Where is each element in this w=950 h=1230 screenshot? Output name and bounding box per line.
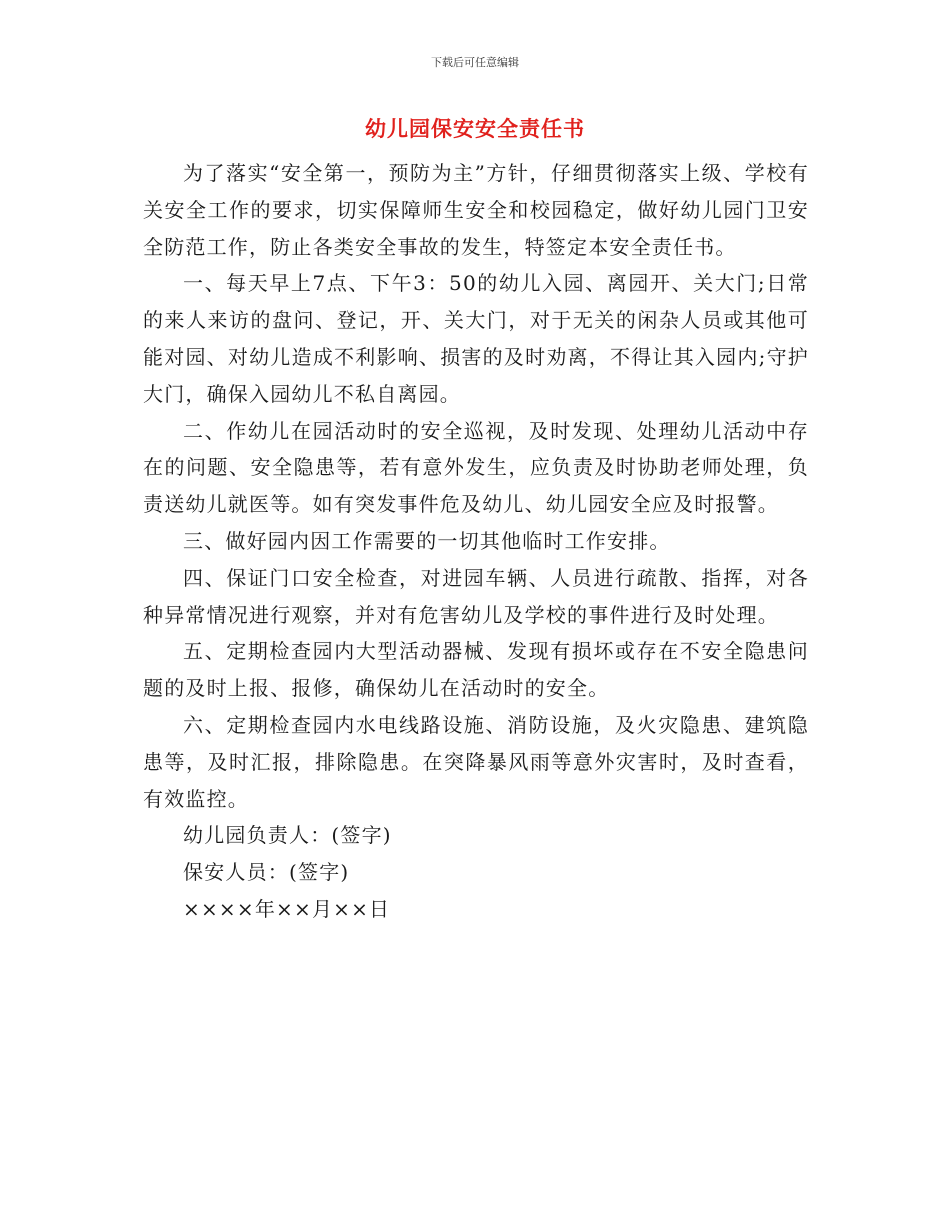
clause-3-paragraph: 三、做好园内因工作需要的一切其他临时工作安排。 xyxy=(183,528,671,553)
document-title: 幼儿园保安安全责任书 xyxy=(365,117,585,141)
signature-date: ××××年××月××日 xyxy=(183,896,391,921)
kindergarten-head-signature: 幼儿园负责人：(签字) xyxy=(183,823,392,848)
header-note: 下载后可任意编辑 xyxy=(431,56,519,69)
clause-2-paragraph: 二、作幼儿在园活动时的安全巡视，及时发现、处理幼儿活动中存在的问题、安全隐患等，若有意外发生，应负责及时协助老师处理，负责送幼儿就医等。如有突发事件危及幼儿、幼儿园安全应及时报警。 xyxy=(143,418,809,517)
clause-5-paragraph: 五、定期检查园内大型活动器械、发现有损坏或存在不安全隐患问题的及时上报、报修，确保幼儿在活动时的安全。 xyxy=(143,639,809,701)
document-body xyxy=(143,155,809,928)
intro-paragraph: 为了落实“安全第一，预防为主”方针，仔细贯彻落实上级、学校有关安全工作的要求，切实保障师生安全和校园稳定，做好幼儿园门卫安全防范工作，防止各类安全事故的发生，特签定本安全责任书。 xyxy=(143,161,809,259)
clause-6-paragraph: 六、定期检查园内水电线路设施、消防设施，及火灾隐患、建筑隐患等，及时汇报，排除隐患。在突降暴风雨等意外灾害时，及时查看，有效监控。 xyxy=(143,712,809,811)
clause-1-paragraph: 一、每天早上7点、下午3：50的幼儿入园、离园开、关大门;日常的来人来访的盘问、登记，开、关大门，对于无关的闲杂人员或其他可能对园、对幼儿造成不利影响、损害的及时劝离，不得让其入园内;守护大门，确保入园幼儿不私自离园。 xyxy=(143,271,809,406)
security-staff-signature: 保安人员：(签字) xyxy=(183,860,350,885)
clause-4-paragraph: 四、保证门口安全检查，对进园车辆、人员进行疏散、指挥，对各种异常情况进行观察，并对有危害幼儿及学校的事件进行及时处理。 xyxy=(143,565,809,627)
